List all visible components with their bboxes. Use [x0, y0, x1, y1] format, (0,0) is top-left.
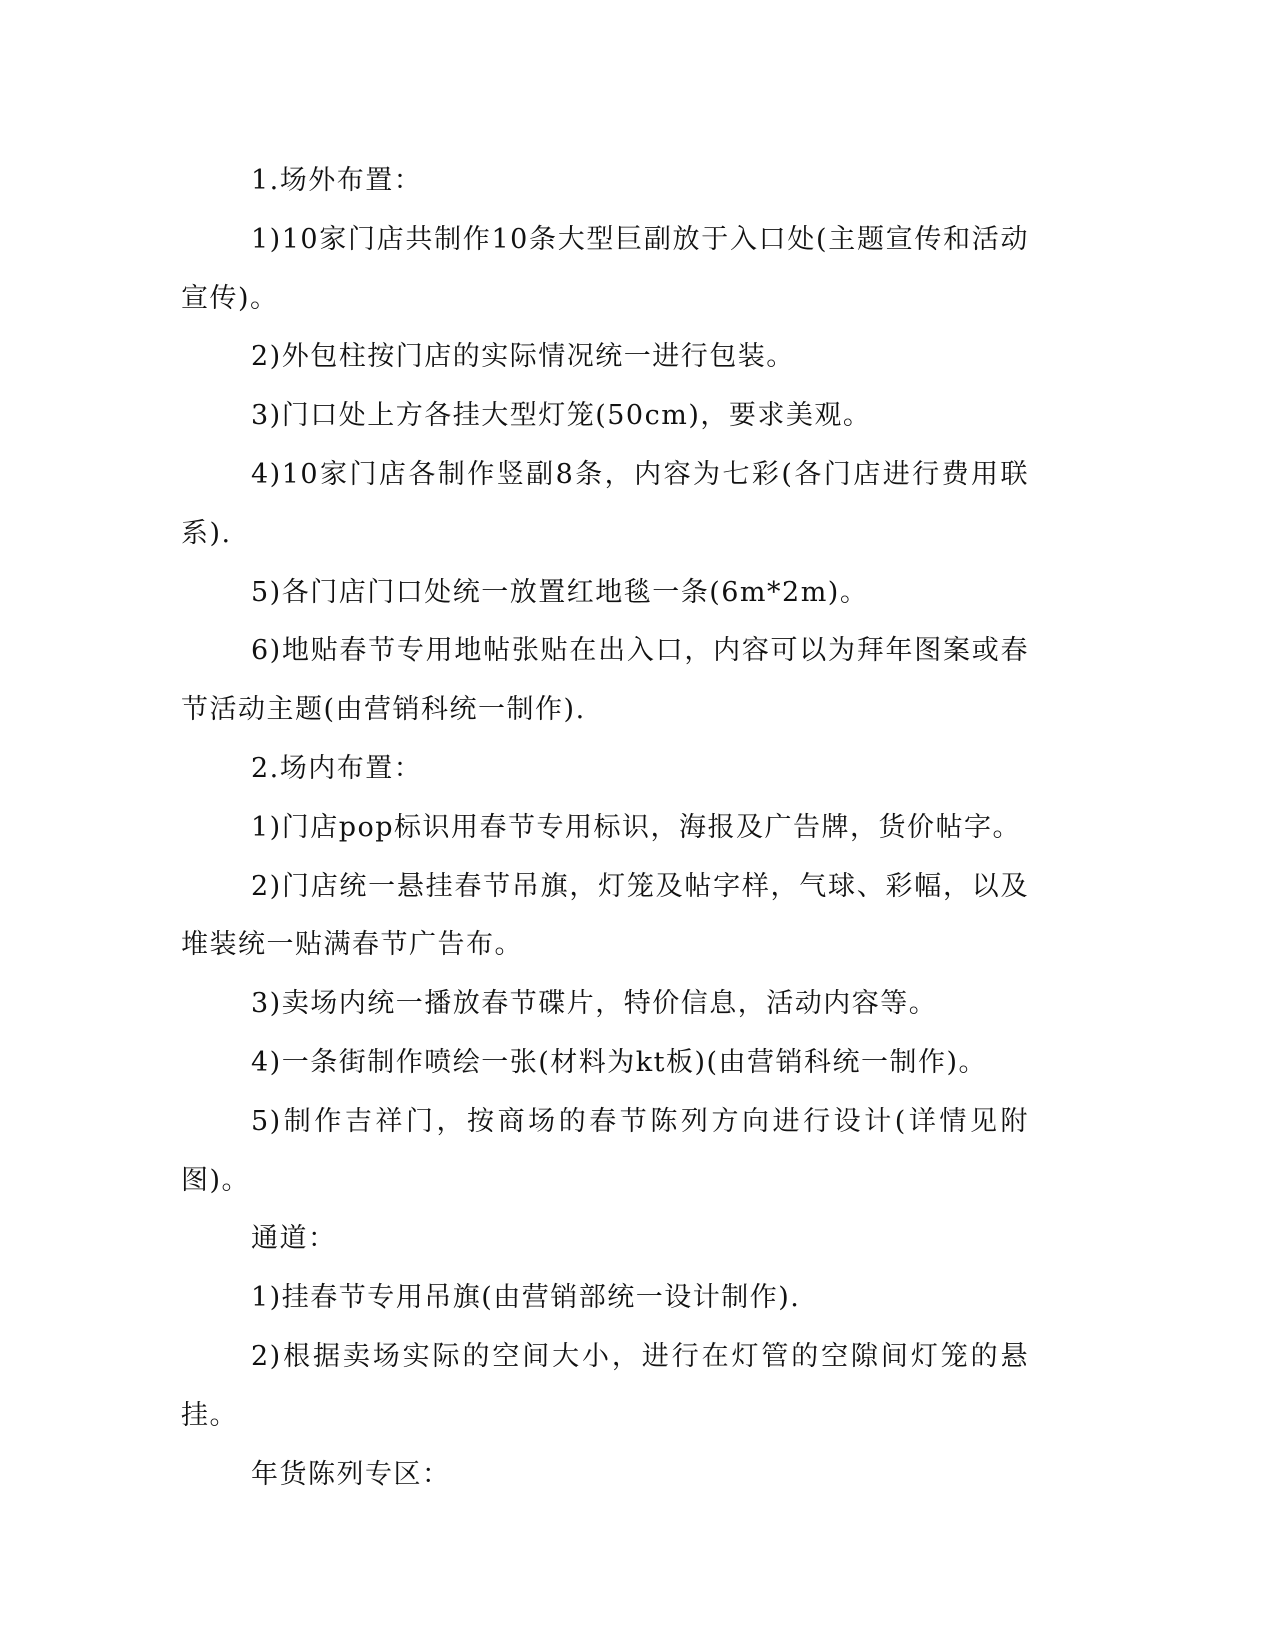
list-item: 4)一条街制作喷绘一张(材料为kt板)(由营销科统一制作)。: [251, 1046, 988, 1078]
section-heading-outdoor: 1.场外布置：: [251, 165, 423, 196]
list-item: 5)各门店门口处统一放置红地毯一条(6m*2m)。: [251, 576, 869, 608]
subsection-heading-new-year-goods: 年货陈列专区：: [251, 1458, 451, 1490]
subsection-heading-passage: 通道：: [251, 1223, 337, 1255]
list-item: 4)10家门店各制作竖副8条，内容为七彩(各门店进行费用联系).: [181, 458, 1029, 549]
list-item: 6)地贴春节专用地帖张贴在出入口，内容可以为拜年图案或春节活动主题(由营销科统一制作).: [181, 635, 1029, 726]
list-item: 1)10家门店共制作10条大型巨副放于入口处(主题宣传和活动宣传)。: [181, 223, 1029, 314]
list-item: 2)门店统一悬挂春节吊旗，灯笼及帖字样，气球、彩幅，以及堆装统一贴满春节广告布。: [181, 870, 1029, 961]
list-item: 5)制作吉祥门，按商场的春节陈列方向进行设计(详情见附图)。: [181, 1105, 1029, 1196]
list-item: 2)根据卖场实际的空间大小，进行在灯管的空隙间灯笼的悬挂。: [181, 1340, 1029, 1431]
list-item: 3)门口处上方各挂大型灯笼(50cm)，要求美观。: [251, 400, 872, 432]
list-item: 1)挂春节专用吊旗(由营销部统一设计制作).: [251, 1282, 801, 1314]
section-heading-indoor: 2.场内布置：: [251, 752, 423, 784]
list-item: 1)门店pop标识用春节专用标识，海报及广告牌，货价帖字。: [251, 811, 1022, 843]
document-body: [181, 152, 1029, 1504]
list-item: 2)外包柱按门店的实际情况统一进行包装。: [251, 341, 795, 373]
list-item: 3)卖场内统一播放春节碟片，特价信息，活动内容等。: [251, 988, 938, 1020]
